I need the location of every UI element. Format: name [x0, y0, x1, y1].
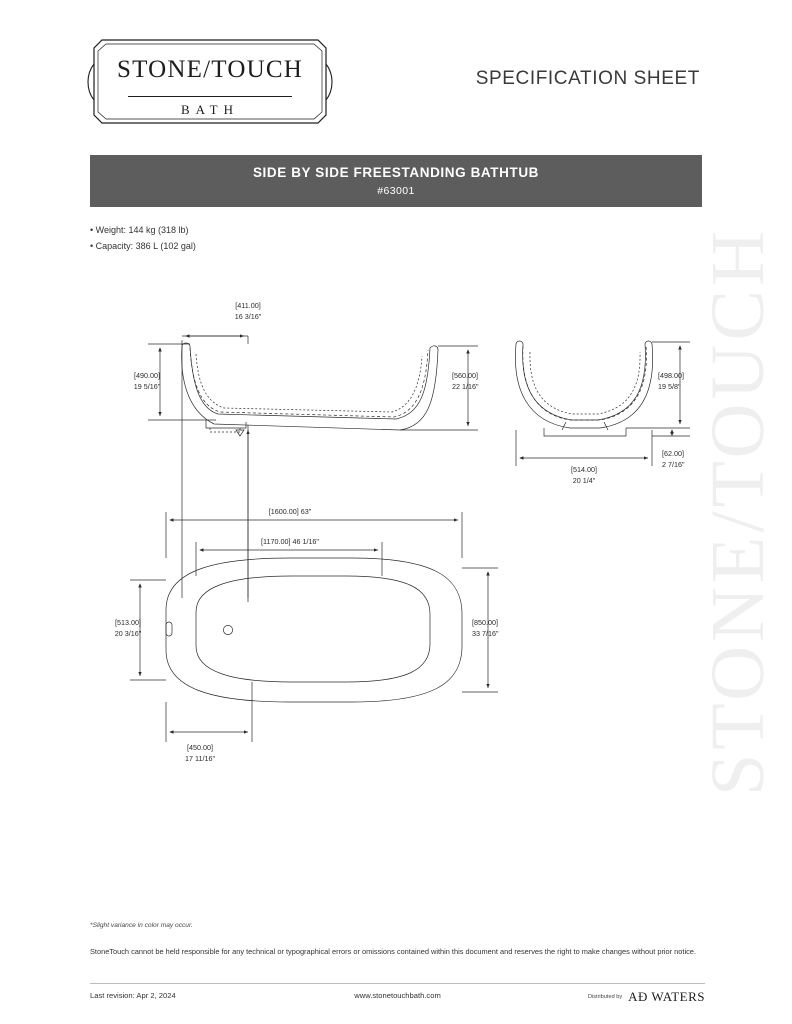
dim-top-right-in: 33 7/16"	[472, 629, 499, 638]
logo-wordmark: STONE/TOUCH	[117, 56, 303, 83]
distributor-name: AĐ WATERS	[628, 989, 705, 1004]
distributed-by-label: Distributed by	[587, 994, 623, 1000]
revision-date: Last revision: Apr 2, 2024	[90, 991, 176, 1000]
dim-side-top-in: 16 3/16"	[234, 312, 262, 321]
product-title-bar	[90, 155, 702, 207]
spec-item-weight: • Weight: 144 kg (318 lb)	[90, 225, 189, 235]
dim-side-left-mm: [490.00]	[134, 371, 160, 380]
distributor-block	[588, 989, 705, 1005]
dim-top-right-mm: [850.00]	[472, 618, 498, 627]
dim-end-foot-in: 2 7/16"	[662, 460, 685, 469]
dim-top-left-mm: [513.00]	[115, 618, 141, 627]
drawing-canvas	[0, 280, 792, 770]
color-variance-note: *Slight variance in color may occur.	[90, 922, 193, 929]
footer-divider	[90, 983, 705, 984]
dim-side-right-mm: [560.00]	[452, 371, 478, 380]
dim-top-overall: [1600.00] 63"	[268, 507, 312, 516]
legal-disclaimer: StoneTouch cannot be held responsible for any technical or typographical errors or omissions contained within this document and reserves the right to make changes without prior notice.	[90, 947, 696, 956]
watermark-text: STONE/TOUCH	[695, 227, 780, 797]
product-sku: #63001	[377, 185, 415, 197]
dim-end-width-in: 20 1/4"	[572, 476, 596, 485]
dim-end-foot-mm: [62.00]	[662, 449, 684, 458]
dim-top-left-in: 20 3/16"	[114, 629, 142, 638]
dim-end-width-mm: [514.00]	[571, 465, 597, 474]
dim-side-left-in: 19 5/16"	[133, 382, 161, 391]
page-header	[0, 0, 792, 150]
product-name: SIDE BY SIDE FREESTANDING BATHTUB	[252, 165, 540, 180]
website-link[interactable]: www.stonetouchbath.com	[354, 991, 441, 1000]
dim-end-height-mm: [498.00]	[658, 371, 684, 380]
logo-subtitle: BATH	[181, 102, 239, 117]
dim-end-height-in: 19 5/8"	[658, 382, 681, 391]
brand-logo	[86, 30, 336, 135]
dim-top-bottom-in: 17 11/16"	[185, 754, 215, 763]
dim-top-inner: [1170.00] 46 1/16"	[261, 537, 319, 546]
logo-divider	[128, 96, 292, 97]
document-title: SPECIFICATION SHEET	[475, 68, 700, 89]
page-footer	[90, 989, 705, 1009]
technical-drawings	[0, 280, 792, 770]
spec-list	[90, 222, 196, 254]
spec-item-capacity: • Capacity: 386 L (102 gal)	[90, 241, 196, 251]
dim-side-right-in: 22 1/16"	[452, 382, 479, 391]
dim-top-bottom-mm: [450.00]	[187, 743, 213, 752]
dim-side-top-mm: [411.00]	[235, 301, 261, 310]
